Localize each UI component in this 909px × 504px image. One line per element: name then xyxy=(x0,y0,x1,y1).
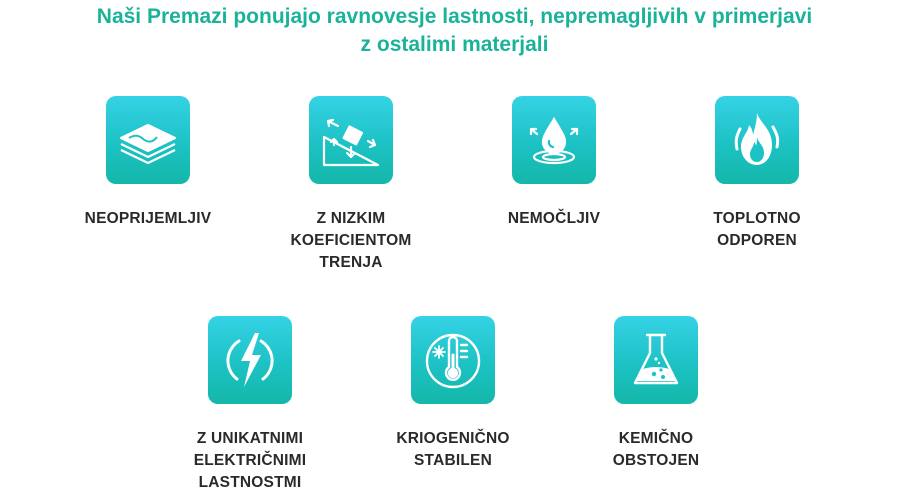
feature-tile xyxy=(411,316,495,404)
feature-label: NEOPRIJEMLJIV xyxy=(84,210,212,227)
feature-tile xyxy=(208,316,292,404)
layers-icon xyxy=(115,107,181,173)
feature-cryogenic xyxy=(363,316,543,472)
feature-tile xyxy=(715,96,799,184)
incline-friction-icon xyxy=(318,107,384,173)
feature-label: Z NIZKIM KOEFICIENTOM TRENJA xyxy=(290,210,412,271)
title-line-1: Naši Premazi ponujajo ravnovesje lastnosti, nepremagljivih v primerjavi xyxy=(96,5,813,28)
feature-low-friction xyxy=(261,96,441,274)
page-title xyxy=(0,3,909,59)
feature-chemical xyxy=(566,316,746,472)
feature-tile xyxy=(309,96,393,184)
feature-label: KEMIČNO OBSTOJEN xyxy=(612,430,700,469)
thermometer-snowflake-icon xyxy=(420,327,486,393)
feature-electrical xyxy=(160,316,340,494)
flame-icon xyxy=(724,107,790,173)
feature-heat-resistant xyxy=(667,96,847,252)
feature-tile xyxy=(106,96,190,184)
feature-label: TOPLOTNO ODPOREN xyxy=(713,210,801,249)
feature-tile xyxy=(512,96,596,184)
water-drop-icon xyxy=(521,107,587,173)
feature-label: KRIOGENIČNO STABILEN xyxy=(396,430,510,469)
feature-non-stick xyxy=(58,96,238,230)
feature-label: Z UNIKATNIMI ELEKTRIČNIMI LASTNOSTMI xyxy=(193,430,307,491)
feature-label: NEMOČLJIV xyxy=(507,210,601,227)
feature-non-wetting xyxy=(464,96,644,230)
lightning-icon xyxy=(217,327,283,393)
title-line-2: z ostalimi materjali xyxy=(360,33,549,56)
flask-icon xyxy=(623,327,689,393)
feature-tile xyxy=(614,316,698,404)
